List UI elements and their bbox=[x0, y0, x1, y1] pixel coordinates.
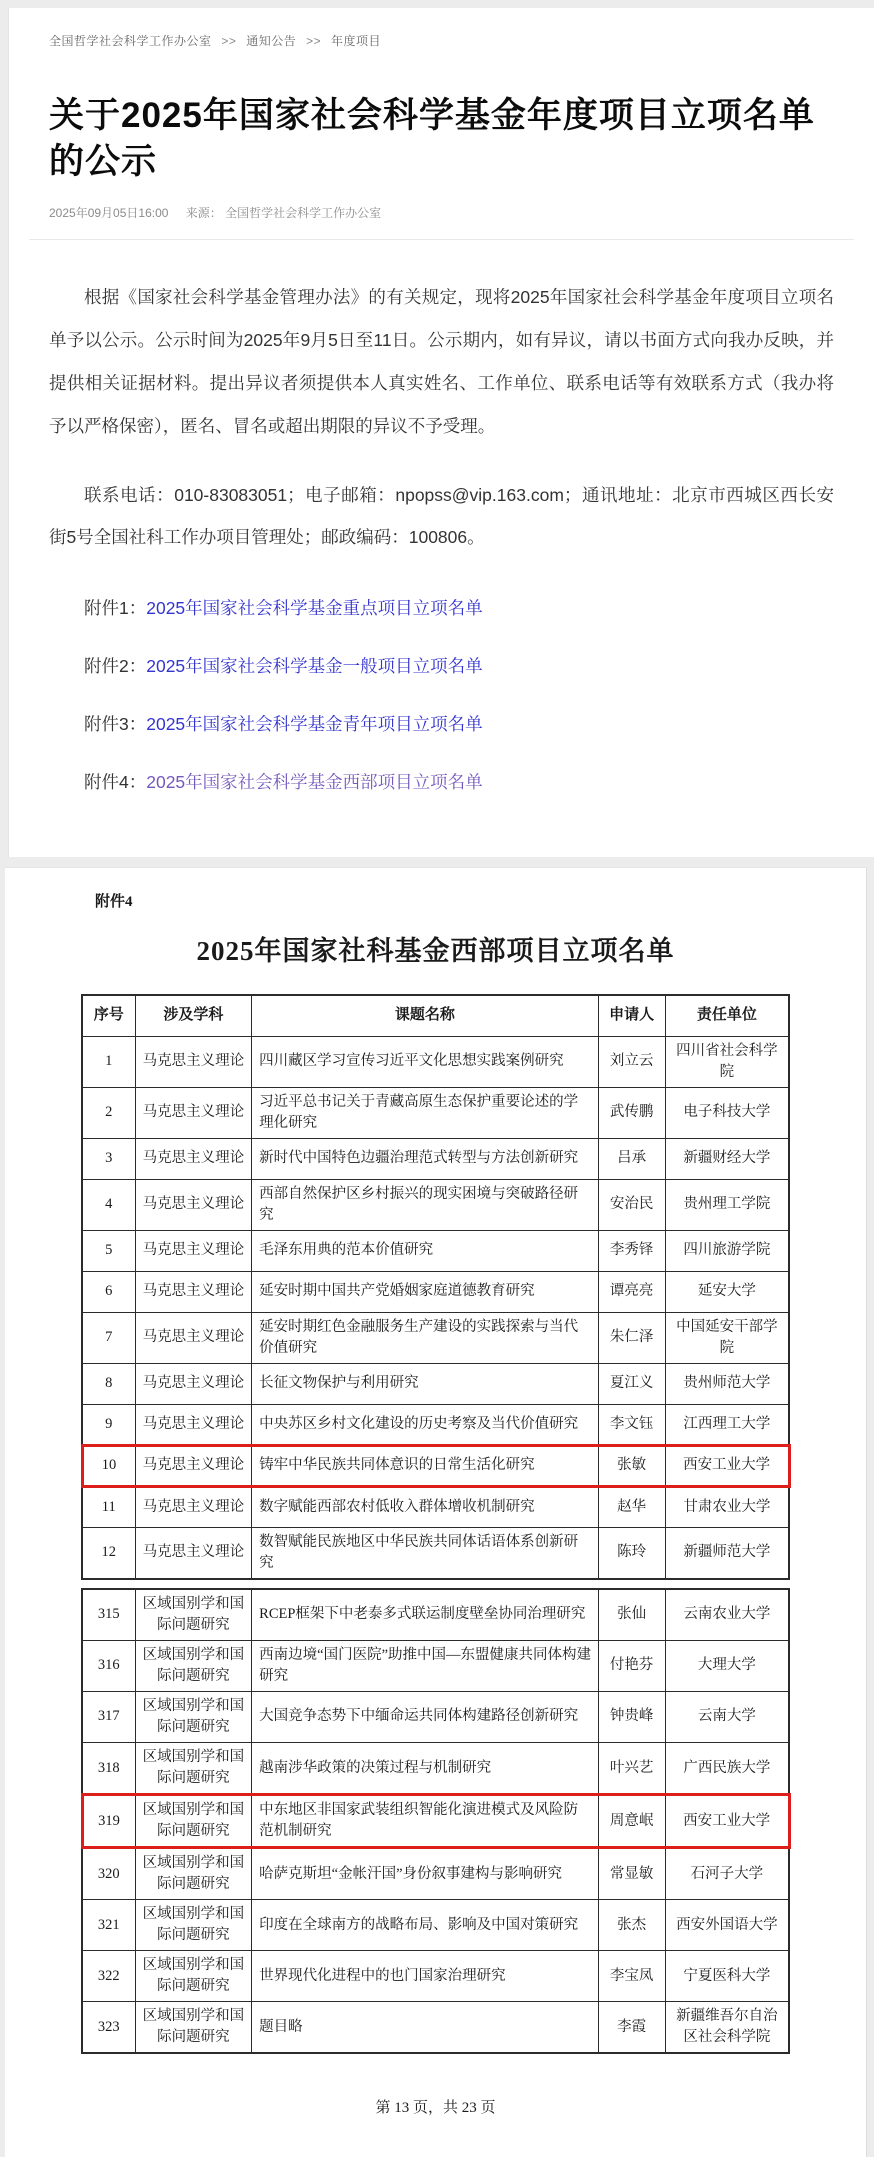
doc-tables bbox=[81, 994, 791, 2054]
cell-applicant: 付艳芬 bbox=[598, 1640, 665, 1691]
doc-title: 2025年国家社科基金西部项目立项名单 bbox=[196, 936, 675, 967]
attachment-line-2 bbox=[49, 653, 834, 678]
cell-discipline: 马克思主义理论 bbox=[135, 1271, 252, 1312]
cell-title: 数字赋能西部农村低收入群体增收机制研究 bbox=[252, 1486, 598, 1527]
cell-title: 西部自然保护区乡村振兴的现实困境与突破路径研究 bbox=[252, 1179, 598, 1230]
table-row bbox=[82, 1743, 789, 1795]
cell-no: 7 bbox=[82, 1312, 135, 1363]
table-row bbox=[82, 1589, 789, 1641]
table-row bbox=[82, 1179, 789, 1230]
cell-discipline: 区域国别学和国际问题研究 bbox=[135, 1795, 252, 1848]
cell-institution: 云南农业大学 bbox=[665, 1589, 789, 1641]
breadcrumb-home-link[interactable]: 全国哲学社会科学工作办公室 bbox=[49, 34, 212, 48]
attachment-2-link[interactable]: 2025年国家社会科学基金一般项目立项名单 bbox=[146, 656, 483, 677]
cell-no: 317 bbox=[82, 1691, 135, 1742]
column-header: 责任单位 bbox=[665, 995, 789, 1036]
table-row bbox=[82, 1640, 789, 1691]
cell-title: 四川藏区学习宣传习近平文化思想实践案例研究 bbox=[252, 1036, 598, 1087]
cell-no: 6 bbox=[82, 1271, 135, 1312]
attachment-line-3 bbox=[49, 711, 834, 736]
project-table-section-2 bbox=[81, 1588, 791, 2054]
cell-applicant: 张仙 bbox=[598, 1589, 665, 1641]
cell-applicant: 常显敏 bbox=[598, 1848, 665, 1900]
attachment-label: 附件4： bbox=[84, 772, 147, 793]
table-row bbox=[82, 1312, 789, 1363]
cell-no: 1 bbox=[82, 1036, 135, 1087]
source-label: 来源： bbox=[185, 206, 222, 220]
cell-discipline: 马克思主义理论 bbox=[135, 1312, 252, 1363]
cell-no: 9 bbox=[82, 1404, 135, 1445]
cell-discipline: 马克思主义理论 bbox=[135, 1404, 252, 1445]
doc-attachment-label: 附件4 bbox=[95, 894, 133, 911]
cell-applicant: 钟贵峰 bbox=[598, 1691, 665, 1742]
cell-applicant: 李霞 bbox=[598, 2002, 665, 2054]
cell-discipline: 马克思主义理论 bbox=[135, 1445, 252, 1486]
cell-discipline: 马克思主义理论 bbox=[135, 1230, 252, 1271]
attachment-3-link[interactable]: 2025年国家社会科学基金青年项目立项名单 bbox=[146, 714, 483, 735]
attachment-1-link[interactable]: 2025年国家社会科学基金重点项目立项名单 bbox=[146, 598, 483, 619]
cell-institution: 广西民族大学 bbox=[665, 1743, 789, 1795]
table-row bbox=[82, 2002, 789, 2054]
cell-institution: 西安外国语大学 bbox=[665, 1900, 789, 1951]
cell-no: 315 bbox=[82, 1589, 135, 1641]
cell-title: 长征文物保护与利用研究 bbox=[252, 1363, 598, 1404]
cell-title: 毛泽东用典的范本价值研究 bbox=[252, 1230, 598, 1271]
attachment-4-link[interactable]: 2025年国家社会科学基金西部项目立项名单 bbox=[146, 772, 483, 793]
cell-discipline: 马克思主义理论 bbox=[135, 1486, 252, 1527]
table-row bbox=[82, 1363, 789, 1404]
table-row bbox=[82, 1848, 789, 1900]
cell-applicant: 叶兴艺 bbox=[598, 1743, 665, 1795]
cell-institution: 大理大学 bbox=[665, 1640, 789, 1691]
cell-no: 8 bbox=[82, 1363, 135, 1404]
attachment-document-preview bbox=[5, 867, 867, 2157]
table-row bbox=[82, 1087, 789, 1138]
cell-discipline: 区域国别学和国际问题研究 bbox=[135, 1743, 252, 1795]
cell-discipline: 区域国别学和国际问题研究 bbox=[135, 2002, 252, 2054]
cell-no: 322 bbox=[82, 1951, 135, 2002]
table-row bbox=[82, 1404, 789, 1445]
cell-discipline: 区域国别学和国际问题研究 bbox=[135, 1589, 252, 1641]
source-name: 全国哲学社会科学工作办公室 bbox=[225, 206, 382, 220]
cell-institution: 贵州师范大学 bbox=[665, 1363, 789, 1404]
cell-title: 题目略 bbox=[252, 2002, 598, 2054]
cell-no: 318 bbox=[82, 1743, 135, 1795]
table-row bbox=[82, 1900, 789, 1951]
cell-institution: 西安工业大学 bbox=[665, 1445, 789, 1486]
cell-applicant: 武传鹏 bbox=[598, 1087, 665, 1138]
cell-no: 12 bbox=[82, 1527, 135, 1579]
cell-no: 10 bbox=[82, 1445, 135, 1486]
attachment-label: 附件2： bbox=[84, 656, 147, 677]
cell-institution: 延安大学 bbox=[665, 1271, 789, 1312]
cell-title: 越南涉华政策的决策过程与机制研究 bbox=[252, 1743, 598, 1795]
cell-title: 中央苏区乡村文化建设的历史考察及当代价值研究 bbox=[252, 1404, 598, 1445]
cell-no: 323 bbox=[82, 2002, 135, 2054]
table-row bbox=[82, 1486, 789, 1527]
cell-title: 中东地区非国家武装组织智能化演进模式及风险防范机制研究 bbox=[252, 1795, 598, 1848]
article-card bbox=[8, 8, 874, 857]
cell-discipline: 马克思主义理论 bbox=[135, 1036, 252, 1087]
cell-applicant: 刘立云 bbox=[598, 1036, 665, 1087]
cell-institution: 新疆维吾尔自治区社会科学院 bbox=[665, 2002, 789, 2054]
cell-applicant: 陈玲 bbox=[598, 1527, 665, 1579]
page-title: 关于2025年国家社会科学基金年度项目立项名单的公示 bbox=[49, 96, 815, 181]
cell-title: 延安时期中国共产党婚姻家庭道德教育研究 bbox=[252, 1271, 598, 1312]
attachment-label: 附件3： bbox=[84, 714, 147, 735]
breadcrumb-notices-link[interactable]: 通知公告 bbox=[246, 34, 297, 48]
cell-title: 印度在全球南方的战略布局、影响及中国对策研究 bbox=[252, 1900, 598, 1951]
page-number-footer: 第 13 页，共 23 页 bbox=[375, 2100, 496, 2117]
table-row bbox=[82, 1271, 789, 1312]
article-body bbox=[49, 276, 834, 559]
cell-institution: 云南大学 bbox=[665, 1691, 789, 1742]
cell-title: 习近平总书记关于青藏高原生态保护重要论述的学理化研究 bbox=[252, 1087, 598, 1138]
header-divider bbox=[29, 239, 854, 240]
column-header: 课题名称 bbox=[252, 995, 598, 1036]
attachment-line-1 bbox=[49, 595, 834, 620]
cell-title: 大国竞争态势下中缅命运共同体构建路径创新研究 bbox=[252, 1691, 598, 1742]
attachment-label: 附件1： bbox=[84, 598, 147, 619]
cell-institution: 甘肃农业大学 bbox=[665, 1486, 789, 1527]
cell-title: 延安时期红色金融服务生产建设的实践探索与当代价值研究 bbox=[252, 1312, 598, 1363]
cell-no: 319 bbox=[82, 1795, 135, 1848]
table-header-row bbox=[82, 995, 789, 1036]
cell-institution: 中国延安干部学院 bbox=[665, 1312, 789, 1363]
cell-title: 哈萨克斯坦“金帐汗国”身份叙事建构与影响研究 bbox=[252, 1848, 598, 1900]
table-row-highlighted bbox=[82, 1795, 789, 1848]
cell-applicant: 张敏 bbox=[598, 1445, 665, 1486]
cell-title: RCEP框架下中老泰多式联运制度壁垒协同治理研究 bbox=[252, 1589, 598, 1641]
column-header: 涉及学科 bbox=[135, 995, 252, 1036]
cell-applicant: 李文钰 bbox=[598, 1404, 665, 1445]
table-row bbox=[82, 1036, 789, 1087]
cell-applicant: 李秀铎 bbox=[598, 1230, 665, 1271]
cell-institution: 新疆师范大学 bbox=[665, 1527, 789, 1579]
cell-title: 数智赋能民族地区中华民族共同体话语体系创新研究 bbox=[252, 1527, 598, 1579]
cell-institution: 四川省社会科学院 bbox=[665, 1036, 789, 1087]
cell-title: 铸牢中华民族共同体意识的日常生活化研究 bbox=[252, 1445, 598, 1486]
cell-applicant: 周意岷 bbox=[598, 1795, 665, 1848]
cell-discipline: 马克思主义理论 bbox=[135, 1363, 252, 1404]
cell-discipline: 区域国别学和国际问题研究 bbox=[135, 1900, 252, 1951]
cell-applicant: 李宝凤 bbox=[598, 1951, 665, 2002]
cell-no: 4 bbox=[82, 1179, 135, 1230]
cell-institution: 西安工业大学 bbox=[665, 1795, 789, 1848]
cell-discipline: 马克思主义理论 bbox=[135, 1179, 252, 1230]
cell-no: 5 bbox=[82, 1230, 135, 1271]
breadcrumb bbox=[49, 26, 834, 49]
cell-institution: 宁夏医科大学 bbox=[665, 1951, 789, 2002]
project-table-section-1 bbox=[81, 994, 791, 1580]
cell-title: 世界现代化进程中的也门国家治理研究 bbox=[252, 1951, 598, 2002]
breadcrumb-annual-projects-link[interactable]: 年度项目 bbox=[330, 34, 381, 48]
breadcrumb-separator: >> bbox=[221, 34, 237, 48]
cell-applicant: 张杰 bbox=[598, 1900, 665, 1951]
cell-discipline: 区域国别学和国际问题研究 bbox=[135, 1951, 252, 2002]
cell-no: 316 bbox=[82, 1640, 135, 1691]
cell-institution: 四川旅游学院 bbox=[665, 1230, 789, 1271]
cell-institution: 贵州理工学院 bbox=[665, 1179, 789, 1230]
table-row-highlighted bbox=[82, 1445, 789, 1486]
cell-applicant: 谭亮亮 bbox=[598, 1271, 665, 1312]
cell-applicant: 朱仁泽 bbox=[598, 1312, 665, 1363]
cell-institution: 新疆财经大学 bbox=[665, 1138, 789, 1179]
cell-no: 11 bbox=[82, 1486, 135, 1527]
cell-applicant: 夏江义 bbox=[598, 1363, 665, 1404]
cell-discipline: 马克思主义理论 bbox=[135, 1138, 252, 1179]
cell-title: 西南边境“国门医院”助推中国—东盟健康共同体构建研究 bbox=[252, 1640, 598, 1691]
cell-no: 321 bbox=[82, 1900, 135, 1951]
cell-discipline: 区域国别学和国际问题研究 bbox=[135, 1691, 252, 1742]
table-row bbox=[82, 1951, 789, 2002]
column-header: 序号 bbox=[82, 995, 135, 1036]
cell-applicant: 赵华 bbox=[598, 1486, 665, 1527]
cell-no: 320 bbox=[82, 1848, 135, 1900]
paragraph-notice: 根据《国家社会科学基金管理办法》的有关规定，现将2025年国家社会科学基金年度项目立项名单予以公示。公示时间为2025年9月5日至11日。公示期内，如有异议，请以书面方式向我办反映，并提供相关证据材料。提出异议者须提供本人真实姓名、工作单位、联系电话等有效联系方式（我办将予以严格保密），匿名、冒名或超出期限的异议不予受理。 bbox=[49, 287, 834, 436]
table-row bbox=[82, 1527, 789, 1579]
cell-no: 2 bbox=[82, 1087, 135, 1138]
cell-institution: 江西理工大学 bbox=[665, 1404, 789, 1445]
article-meta bbox=[49, 204, 834, 221]
breadcrumb-separator: >> bbox=[306, 34, 322, 48]
paragraph-contact: 联系电话：010-83083051；电子邮箱：npopss@vip.163.com；通讯地址：北京市西城区西长安街5号全国社科工作办项目管理处；邮政编码：100806。 bbox=[49, 484, 834, 548]
table-row bbox=[82, 1691, 789, 1742]
cell-title: 新时代中国特色边疆治理范式转型与方法创新研究 bbox=[252, 1138, 598, 1179]
cell-discipline: 区域国别学和国际问题研究 bbox=[135, 1848, 252, 1900]
column-header: 申请人 bbox=[598, 995, 665, 1036]
cell-discipline: 马克思主义理论 bbox=[135, 1527, 252, 1579]
cell-no: 3 bbox=[82, 1138, 135, 1179]
attachment-line-4 bbox=[49, 769, 834, 794]
cell-applicant: 安治民 bbox=[598, 1179, 665, 1230]
table-row bbox=[82, 1138, 789, 1179]
cell-institution: 石河子大学 bbox=[665, 1848, 789, 1900]
table-row bbox=[82, 1230, 789, 1271]
cell-discipline: 区域国别学和国际问题研究 bbox=[135, 1640, 252, 1691]
cell-discipline: 马克思主义理论 bbox=[135, 1087, 252, 1138]
publish-date: 2025年09月05日16:00 bbox=[49, 206, 169, 220]
cell-institution: 电子科技大学 bbox=[665, 1087, 789, 1138]
cell-applicant: 吕承 bbox=[598, 1138, 665, 1179]
attachment-list bbox=[49, 595, 834, 794]
